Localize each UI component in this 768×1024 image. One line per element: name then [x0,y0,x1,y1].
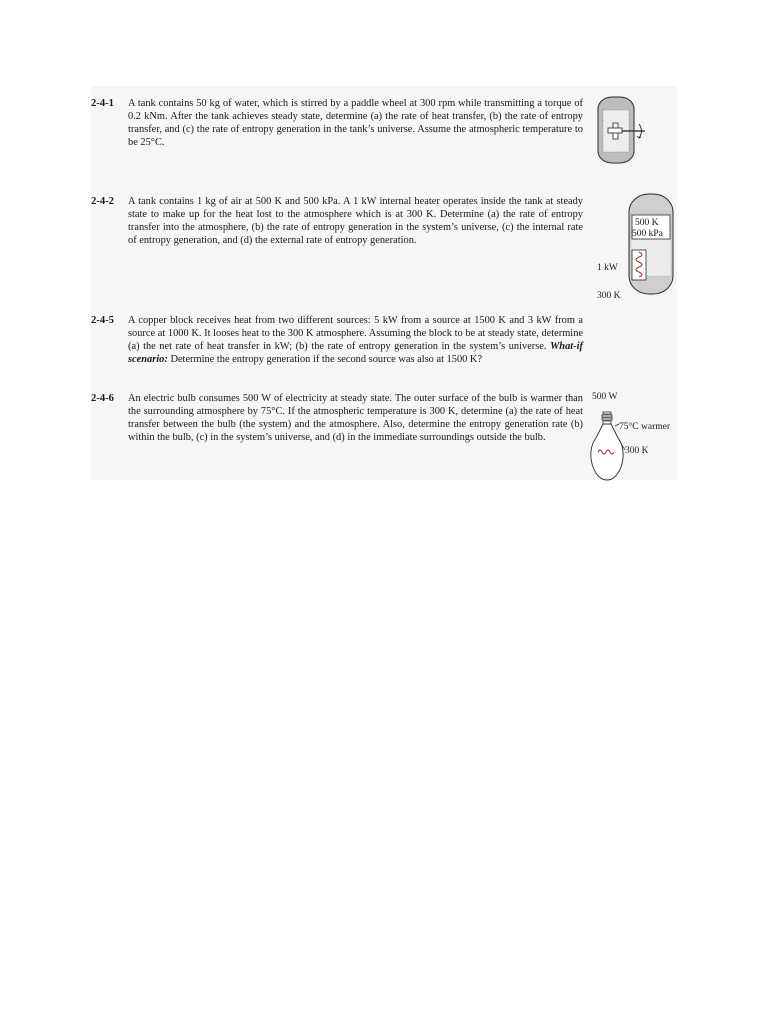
what-if-emphasis: What-if scenario: [128,341,583,365]
problem-text: A tank contains 1 kg of air at 500 K and 500 kPa. A 1 kW internal heater operates inside the tank at steady state to make up for the heat lost to the atmosphere which is at 300 K. Determine (a) the rate of entropy transfer into the atmosphere, (b) the rate of entropy generation in the system’s universe, (c) the internal rate of entropy generation, and (d) the external rate of entropy generation. [128,196,583,246]
paddle-wheel-tank-figure [595,96,651,166]
bulb-power-label: 500 W [592,392,618,402]
ambient-temperature-label: 300 K [625,446,649,456]
problem-sheet [91,86,677,480]
tank-temperature-label: 500 K [635,218,659,228]
problem-text [128,314,583,366]
ambient-temperature-label: 300 K [597,291,621,301]
bulb-warmer-label: 75°C warmer [619,422,671,432]
problem-text-part2: Determine the entropy generation if the second source was also at 1500 K? [170,354,483,365]
problem-text: An electric bulb consumes 500 W of electricity at steady state. The outer surface of the bulb is warmer than the surrounding atmosphere by 75°C. If the atmospheric temperature is 300 K, determine (a) the rate of heat transfer between the bulb (the system) and the atmosphere. Also, determine the entropy generation rate (b) within the bulb, (c) in the system’s universe, and (d) in the immediate surroundings outside the bulb. [128,393,583,443]
heater-power-label: 1 kW [597,263,618,273]
tank-pressure-label: 500 kPa [632,229,663,239]
problem-number: 2-4-5 [91,315,114,326]
light-bulb-figure [591,390,687,490]
problem-number: 2-4-6 [91,393,114,404]
heated-tank-figure [595,192,675,304]
problem-number: 2-4-1 [91,98,114,109]
problem-text: A tank contains 50 kg of water, which is stirred by a paddle wheel at 300 rpm while transmitting a torque of 0.2 kNm. After the tank achieves steady state, determine (a) the rate of heat transfer, (b) the rate of entropy transfer, and (c) the rate of entropy generation in the tank’s universe. Assume the atmospheric temperature to be 25°C. [128,98,583,148]
problem-text-part1: A copper block receives heat from two different sources: 5 kW from a source at 1500 K and 3 kW from a source at 1000 K. It looses heat to the 300 K atmosphere. Assuming the block to be at steady state, determine (a) the net rate of heat transfer in kW; (b) the rate of entropy generation in the system’s universe. [128,315,583,352]
problem-number: 2-4-2 [91,196,114,207]
